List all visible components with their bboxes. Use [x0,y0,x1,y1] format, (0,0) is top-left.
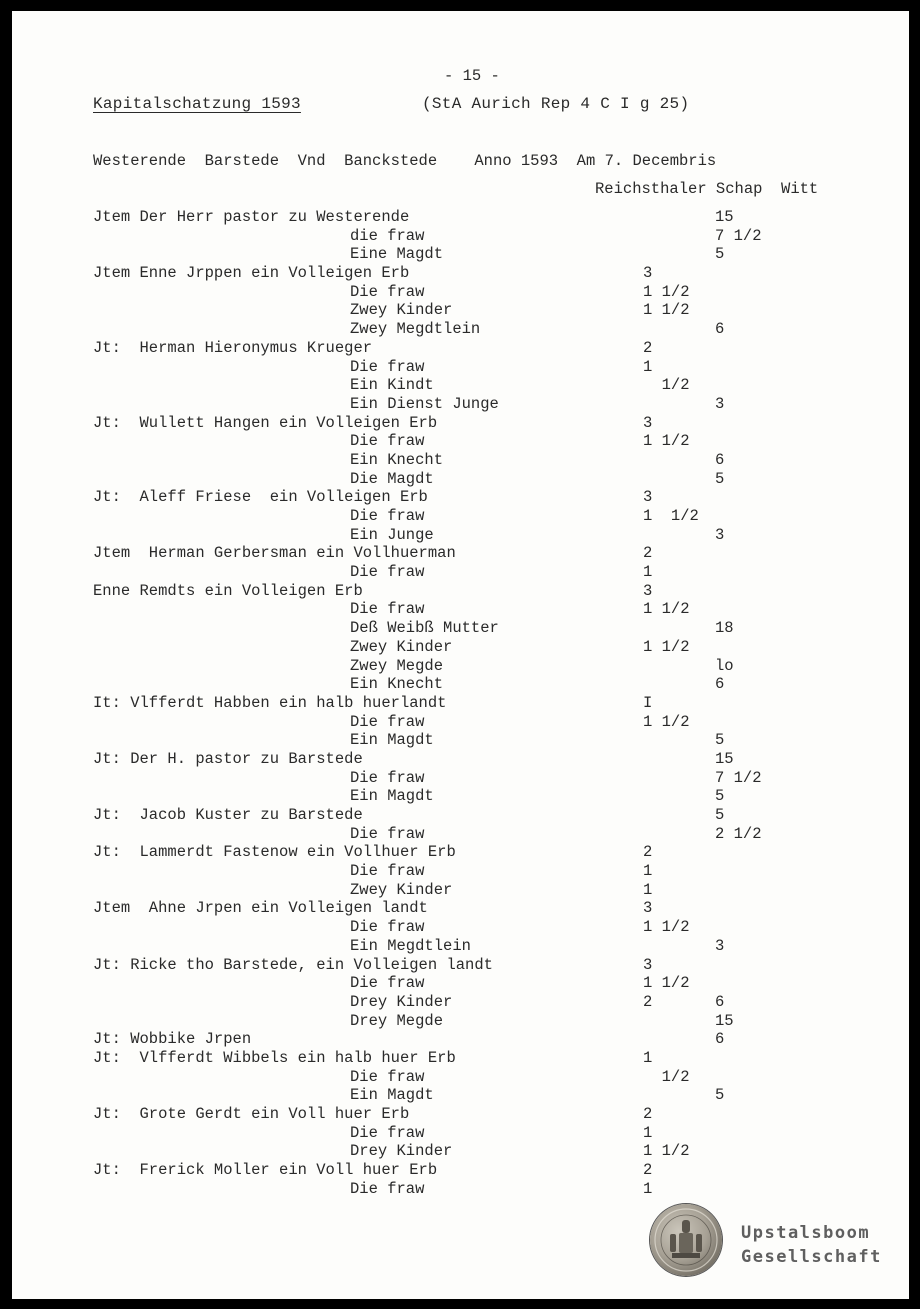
upstalsboom-seal-icon [650,1204,722,1276]
schap-value: 3 [715,525,725,544]
household-member-label: Die fraw [350,824,425,843]
entry-row [12,694,909,713]
household-head-label: Jtem Herman Gerbersman ein Vollhuerman [93,544,456,563]
household-member-label: Ein Dienst Junge [350,394,499,413]
household-member-label: Ein Magdt [350,787,434,806]
reichsthaler-value: 3 [643,413,653,432]
entry-row [12,899,909,918]
household-head-label: Jtem Ahne Jrpen ein Volleigen landt [93,899,428,918]
schap-value: 5 [715,731,725,750]
household-head-label: Jt: Jacob Kuster zu Barstede [93,806,363,824]
household-head-label: Jt: Wobbike Jrpen [93,1030,252,1049]
entry-row [12,843,909,862]
household-member-label: Die fraw [350,974,425,993]
household-head-label: Jt: Aleff Friese ein Volleigen Erb [93,488,428,507]
household-head-label: Jt: Grote Gerdt ein Voll huer Erb [93,1105,410,1123]
entry-row [12,339,909,358]
household-head-label: It: Vlfferdt Habben ein halb huerlandt [93,693,447,712]
schap-value: 3 [715,394,725,413]
entry-row [12,937,909,956]
entry-row [12,675,909,694]
household-head-label: Jtem Enne Jrppen ein Volleigen Erb [93,264,410,283]
document-page [12,11,909,1299]
entry-row [12,376,909,395]
reichsthaler-value: 1 [643,880,653,899]
household-member-label: Ein Knecht [350,675,444,694]
reichsthaler-value: 1 1/2 [643,507,699,525]
schap-value: 2 1/2 [715,824,762,843]
household-head-label: Enne Remdts ein Volleigen Erb [93,581,363,600]
household-member-label: Die fraw [350,1123,425,1142]
entry-row [12,582,909,601]
household-member-label: Ein Magdt [350,1086,434,1105]
reichsthaler-value: 1 [643,563,653,582]
household-member-label: die fraw [350,226,425,245]
entry-row [12,787,909,806]
schap-value: 5 [715,787,725,806]
entry-row [12,245,909,264]
schap-value: 15 [715,1011,734,1030]
entry-row [12,806,909,825]
household-head-label: Jt: Frerick Moller ein Voll huer Erb [93,1161,438,1180]
household-member-label: Die Magdt [350,469,434,488]
logo-line-2: Gesellschaft [741,1247,882,1267]
entry-row [12,731,909,750]
entry-row [12,1105,909,1124]
schap-value: 3 [715,936,725,955]
entry-list [12,208,909,1198]
entry-row [12,301,909,320]
reichsthaler-value: 1 [643,357,653,376]
entry-row [12,1161,909,1180]
archive-source-reference: (StA Aurich Rep 4 C I g 25) [422,95,690,113]
household-member-label: Die fraw [350,600,425,619]
schap-value: 18 [715,619,734,638]
entry-row [12,544,909,563]
reichsthaler-value: 2 [643,338,653,357]
household-member-label: Ein Megdtlein [350,936,471,955]
household-member-label: Die fraw [350,282,425,301]
entry-row [12,1142,909,1161]
reichsthaler-value: I [643,693,653,712]
page-number: - 15 - [444,67,500,85]
household-member-label: Die fraw [350,768,425,787]
household-member-label: Ein Kindt [350,376,434,395]
household-member-label: Die fraw [350,432,425,451]
reichsthaler-value: 1 [643,1048,653,1067]
household-member-label: Ein Magdt [350,731,434,750]
reichsthaler-value: 1 1/2 [643,974,690,993]
household-member-label: Die fraw [350,507,425,525]
household-member-label: Drey Kinder [350,1142,453,1161]
household-member-label: Zwey Megde [350,656,444,675]
reichsthaler-value: 1 1/2 [643,637,690,656]
entry-row [12,208,909,227]
column-headers: Reichsthaler Schap Witt [595,180,819,198]
reichsthaler-value: 3 [643,488,653,507]
household-member-label: Die fraw [350,918,425,937]
entry-row [12,451,909,470]
household-head-label: Jt: Ricke tho Barstede, ein Volleigen landt [93,955,493,974]
entry-row [12,320,909,339]
reichsthaler-value: 1 1/2 [643,918,690,937]
entry-row [12,657,909,676]
reichsthaler-value: 2 [643,1161,653,1180]
page-title: Kapitalschatzung 1593 [93,95,301,113]
household-member-label: Ein Knecht [350,450,444,469]
reichsthaler-value: 3 [643,581,653,600]
reichsthaler-value: 1 [643,1123,653,1142]
entry-row [12,507,909,526]
household-member-label: Zwey Kinder [350,637,453,656]
schap-value: 15 [715,208,734,226]
entry-row [12,956,909,975]
household-head-label: Jt: Vlfferdt Wibbels ein halb huer Erb [93,1048,456,1067]
reichsthaler-value: 1 [643,862,653,881]
entry-row [12,600,909,619]
reichsthaler-value: 1 1/2 [643,282,690,301]
schap-value: 5 [715,1086,725,1105]
household-head-label: Jt: Wullett Hangen ein Volleigen Erb [93,413,438,432]
household-member-label: Zwey Kinder [350,880,453,899]
schap-value: lo [715,656,734,675]
entry-row [12,488,909,507]
schap-value: 7 1/2 [715,226,762,245]
household-member-label: Zwey Megdtlein [350,320,481,339]
household-head-label: Jt: Herman Hieronymus Krueger [93,338,373,357]
schap-value: 5 [715,469,725,488]
entry-row [12,1030,909,1049]
entry-row [12,414,909,433]
schap-value: 5 [715,245,725,264]
reichsthaler-value: 3 [643,264,653,283]
household-member-label: Die fraw [350,563,425,582]
entry-row [12,713,909,732]
entry-row [12,1180,909,1199]
entry-row [12,825,909,844]
household-member-label: Ein Junge [350,525,434,544]
reichsthaler-value: 1 1/2 [643,432,690,451]
schap-value: 6 [715,1030,725,1049]
household-head-label: Jt: Der H. pastor zu Barstede [93,749,363,768]
reichsthaler-value: 1 [643,1179,653,1198]
schap-value: 15 [715,749,734,768]
reichsthaler-value: 1 1/2 [643,1142,690,1161]
reichsthaler-value: 2 [643,1105,653,1123]
household-member-label: Eine Magdt [350,245,444,264]
entry-row [12,1086,909,1105]
household-member-label: Zwey Kinder [350,301,453,320]
reichsthaler-value: 2 [643,544,653,563]
household-member-label: Die fraw [350,1067,425,1086]
reichsthaler-value: 1 1/2 [643,600,690,619]
entry-row [12,395,909,414]
reichsthaler-value: 1 1/2 [643,712,690,731]
entry-row [12,638,909,657]
household-head-label: Jtem Der Herr pastor zu Westerende [93,208,410,226]
entry-row [12,750,909,769]
reichsthaler-value: 2 [643,992,653,1011]
entry-row [12,432,909,451]
household-member-label: Drey Kinder [350,992,453,1011]
schap-value: 6 [715,992,725,1011]
entry-row [12,974,909,993]
household-member-label: Die fraw [350,357,425,376]
entry-row [12,1068,909,1087]
household-member-label: Die fraw [350,712,425,731]
reichsthaler-value: 1 1/2 [643,301,690,320]
reichsthaler-value: 2 [643,843,653,862]
entry-row [12,918,909,937]
reichsthaler-value: 3 [643,955,653,974]
entry-row [12,283,909,302]
reichsthaler-value: 1/2 [643,376,690,395]
schap-value: 6 [715,320,725,339]
entry-row [12,1049,909,1068]
entry-row [12,526,909,545]
household-member-label: Die fraw [350,1179,425,1198]
reichsthaler-value: 3 [643,899,653,918]
entry-row [12,862,909,881]
entry-row [12,619,909,638]
household-member-label: Deß Weibß Mutter [350,619,499,638]
household-member-label: Drey Megde [350,1011,444,1030]
schap-value: 6 [715,675,725,694]
upstalsboom-logo [741,1221,882,1269]
entry-row [12,881,909,900]
entry-row [12,769,909,788]
schap-value: 6 [715,450,725,469]
logo-line-1: Upstalsboom [741,1223,871,1243]
entry-row [12,264,909,283]
entry-row [12,227,909,246]
document-heading: Westerende Barstede Vnd Banckstede Anno 1593 Am 7. Decembris [93,152,717,170]
reichsthaler-value: 1/2 [643,1067,690,1086]
entry-row [12,1124,909,1143]
entry-row [12,358,909,377]
household-member-label: Die fraw [350,862,425,881]
entry-row [12,1012,909,1031]
schap-value: 7 1/2 [715,768,762,787]
household-head-label: Jt: Lammerdt Fastenow ein Vollhuer Erb [93,843,456,862]
entry-row [12,470,909,489]
schap-value: 5 [715,806,725,824]
entry-row [12,563,909,582]
entry-row [12,993,909,1012]
